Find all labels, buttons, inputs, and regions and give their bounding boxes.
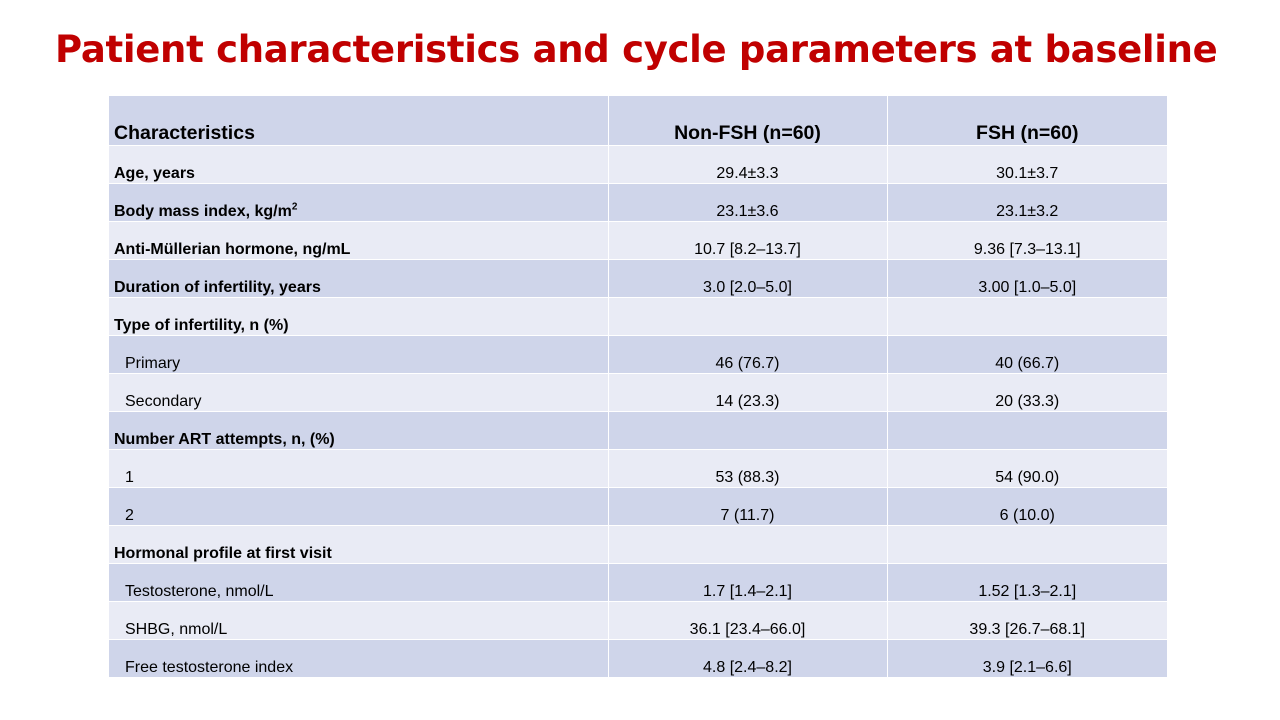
fsh-value: 39.3 [26.7–68.1]	[887, 601, 1167, 639]
fsh-value: 40 (66.7)	[887, 335, 1167, 373]
fsh-value: 6 (10.0)	[887, 487, 1167, 525]
row-label	[109, 183, 608, 221]
table-row	[109, 373, 1167, 411]
fsh-value: 3.00 [1.0–5.0]	[887, 259, 1167, 297]
non-fsh-value: 4.8 [2.4–8.2]	[608, 639, 887, 677]
non-fsh-value: 7 (11.7)	[608, 487, 887, 525]
table-row	[109, 525, 1167, 563]
non-fsh-value	[608, 411, 887, 449]
fsh-value	[887, 411, 1167, 449]
fsh-value: 9.36 [7.3–13.1]	[887, 221, 1167, 259]
row-label: Primary	[109, 335, 608, 373]
non-fsh-value: 10.7 [8.2–13.7]	[608, 221, 887, 259]
table-header-row	[109, 96, 1167, 145]
fsh-value: 30.1±3.7	[887, 145, 1167, 183]
table-row	[109, 487, 1167, 525]
slide-title: Patient characteristics and cycle parameters at baseline	[55, 28, 1218, 71]
non-fsh-value: 23.1±3.6	[608, 183, 887, 221]
fsh-value: 20 (33.3)	[887, 373, 1167, 411]
non-fsh-value: 46 (76.7)	[608, 335, 887, 373]
row-label: Number ART attempts, n, (%)	[109, 411, 608, 449]
fsh-value: 23.1±3.2	[887, 183, 1167, 221]
table-row	[109, 601, 1167, 639]
table-row	[109, 563, 1167, 601]
non-fsh-value: 14 (23.3)	[608, 373, 887, 411]
non-fsh-value: 29.4±3.3	[608, 145, 887, 183]
table-row	[109, 145, 1167, 183]
non-fsh-value: 3.0 [2.0–5.0]	[608, 259, 887, 297]
row-label: Hormonal profile at first visit	[109, 525, 608, 563]
row-label: SHBG, nmol/L	[109, 601, 608, 639]
baseline-characteristics-table	[109, 96, 1167, 678]
row-label: Duration of infertility, years	[109, 259, 608, 297]
fsh-value	[887, 525, 1167, 563]
fsh-value: 3.9 [2.1–6.6]	[887, 639, 1167, 677]
non-fsh-value: 36.1 [23.4–66.0]	[608, 601, 887, 639]
table-row	[109, 259, 1167, 297]
header-non-fsh: Non-FSH (n=60)	[608, 96, 887, 145]
table-row	[109, 221, 1167, 259]
row-label: 1	[109, 449, 608, 487]
fsh-value	[887, 297, 1167, 335]
table-row	[109, 449, 1167, 487]
table-row	[109, 297, 1167, 335]
fsh-value: 54 (90.0)	[887, 449, 1167, 487]
row-label: Testosterone, nmol/L	[109, 563, 608, 601]
table-row	[109, 639, 1167, 677]
row-label-superscript: 2	[291, 201, 298, 213]
header-fsh: FSH (n=60)	[887, 96, 1167, 145]
header-characteristics: Characteristics	[109, 96, 608, 145]
row-label: Free testosterone index	[109, 639, 608, 677]
non-fsh-value: 53 (88.3)	[608, 449, 887, 487]
row-label: Secondary	[109, 373, 608, 411]
non-fsh-value	[608, 525, 887, 563]
row-label: 2	[109, 487, 608, 525]
table-row	[109, 411, 1167, 449]
fsh-value: 1.52 [1.3–2.1]	[887, 563, 1167, 601]
table-row	[109, 335, 1167, 373]
row-label: Type of infertility, n (%)	[109, 297, 608, 335]
row-label: Age, years	[109, 145, 608, 183]
non-fsh-value: 1.7 [1.4–2.1]	[608, 563, 887, 601]
non-fsh-value	[608, 297, 887, 335]
table-row	[109, 183, 1167, 221]
row-label-text: Body mass index, kg/m	[114, 202, 292, 220]
row-label: Anti-Müllerian hormone, ng/mL	[109, 221, 608, 259]
